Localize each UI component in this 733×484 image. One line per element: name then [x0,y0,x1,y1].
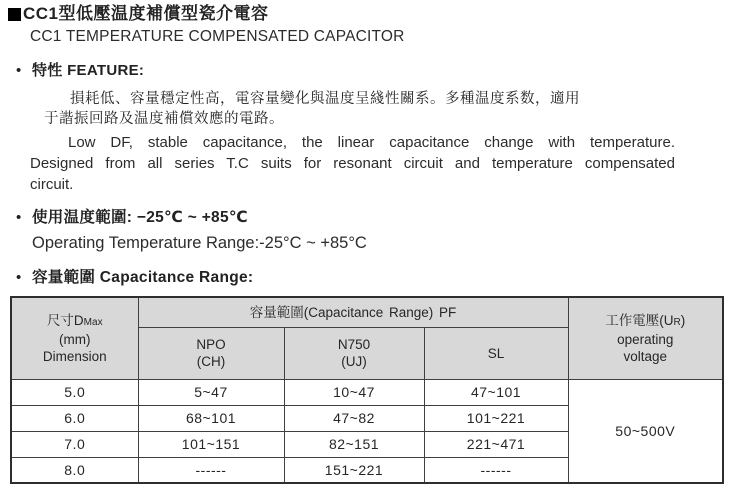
n750-cell: 82~151 [284,431,424,457]
col-header-sl: SL [424,327,568,379]
dimension-header-line2: (mm) [59,331,91,347]
dimension-cell: 7.0 [11,431,138,457]
dimension-cell: 5.0 [11,379,138,405]
bullet-icon: • [16,269,22,286]
feature-zh-line1: 損耗低、容量穩定性高，電容量變化與温度呈綫性關系。多種温度系数，適用 [70,91,580,107]
table-row [11,379,723,405]
col-header-capacitance-range: 容量範圍(Capacitance Range) PF [138,297,568,327]
col-header-n750: N750 (UJ) [284,327,424,379]
bullet-icon: • [16,209,22,226]
temperature-range-en: Operating Temperature Range:-25°C ~ +85°C [32,234,367,252]
npo-cell: ------ [138,457,284,483]
col-header-operating-voltage [568,297,723,379]
bullet-icon: • [16,62,22,79]
capacitance-heading-text: 容量範圍 Capacitance Range: [32,269,254,286]
voltage-header-line1: 工作電壓(UR) [605,312,686,328]
npo-cell: 101~151 [138,431,284,457]
sl-cell: 101~221 [424,405,568,431]
npo-cell: 68~101 [138,405,284,431]
section-marker-icon [8,8,21,21]
feature-paragraph-en: Low DF, stable capacitance, the linear capacitance change with temperature. Designed from all series T.C suits for resonant circuit and temperature compensated circuit. [30,134,675,193]
sl-cell: ------ [424,457,568,483]
table-header-row-1 [11,297,723,327]
n750-cell: 10~47 [284,379,424,405]
page-title-zh [8,4,723,24]
voltage-cell: 50~500V [568,379,723,483]
col-header-npo: NPO (CH) [138,327,284,379]
capacitance-range-table [10,296,724,484]
page-title-en: CC1 TEMPERATURE COMPENSATED CAPACITOR [30,28,405,45]
sl-cell: 47~101 [424,379,568,405]
dimension-cell: 6.0 [11,405,138,431]
capacitance-section-heading [16,268,723,287]
voltage-header-line3: voltage [623,348,668,364]
voltage-header-line2: operating [617,331,674,347]
feature-paragraph-zh [44,89,694,129]
dimension-header-line3: Dimension [42,348,107,364]
feature-heading-text: 特性 FEATURE: [32,62,145,79]
sl-cell: 221~471 [424,431,568,457]
dimension-header-line1: 尺寸DMax [46,312,103,328]
feature-zh-line2: 于諧振回路及温度補償效應的電路。 [44,111,284,127]
npo-cell: 5~47 [138,379,284,405]
feature-section-heading [16,61,723,80]
col-header-dimension [11,297,138,379]
temperature-section [8,208,723,254]
dimension-cell: 8.0 [11,457,138,483]
temperature-heading-row [16,208,723,228]
n750-cell: 47~82 [284,405,424,431]
n750-cell: 151~221 [284,457,424,483]
title-zh-text: CC1型低壓温度補償型瓷介電容 [23,4,269,23]
temperature-range-zh: 使用温度範圍: −25℃ ~ +85℃ [32,209,248,226]
